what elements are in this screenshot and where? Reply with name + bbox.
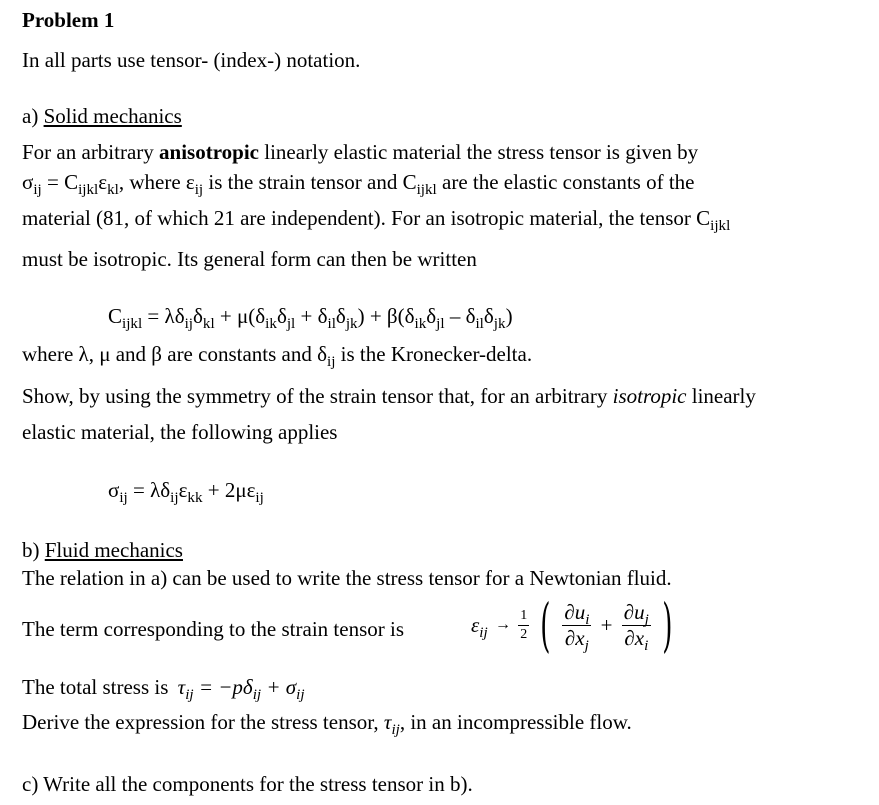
part-b-line-4: Derive the expression for the stress tensor, $\tau_{ij}$, in an incompressible flow. bbox=[22, 710, 632, 738]
part-b-l2-text: The term corresponding to the strain tensor is bbox=[22, 617, 404, 641]
part-c-text: c) Write all the components for the stress tensor in b). bbox=[22, 772, 473, 796]
part-a-line-4: must be isotropic. Its general form can then be written bbox=[22, 247, 477, 271]
part-a-l6-italic: isotropic bbox=[612, 384, 687, 408]
total-stress-equation: $\tau_{ij} = -p\delta_{ij} + \sigma_{ij}$ bbox=[177, 675, 305, 703]
part-a-line-5: where λ, μ and β are constants and $\delta_{ij}$ is the Kronecker-delta. bbox=[22, 342, 533, 370]
part-b-prefix: b) bbox=[22, 538, 40, 562]
equation-sigma-ij: $\sigma_{ij} = \lambda\delta_{ij}\varepsilon_{kk} + 2\mu\varepsilon_{ij}$ bbox=[108, 478, 264, 506]
part-b-line-3 bbox=[22, 675, 305, 703]
part-a-line-2: $\sigma_{ij} = C_{ijkl}\varepsilon_{kl}$, where $\varepsilon_{ij}$ is the strain tensor and $C_{ijkl}$ are the elastic constants of the bbox=[22, 170, 695, 198]
strain-tensor-expression: $\varepsilon_{ij}$ → $\frac{1}{2}$ ( $\frac{\partial u_i}{\partial x_j}$ + $\frac{\partial u_j}{\partial x_i}$ ) bbox=[471, 591, 673, 659]
part-a-l6-post: linearly bbox=[686, 384, 756, 408]
part-b-line-1: The relation in a) can be used to write the stress tensor for a Newtonian fluid. bbox=[22, 566, 672, 590]
part-a-line-7: elastic material, the following applies bbox=[22, 420, 338, 444]
part-b-l3-text: The total stress is bbox=[22, 675, 169, 699]
part-a-l1-post: linearly elastic material the stress tensor is given by bbox=[259, 140, 699, 164]
intro-text: In all parts use tensor- (index-) notation. bbox=[22, 48, 361, 72]
part-a-heading bbox=[22, 106, 182, 127]
part-a-line-1 bbox=[22, 142, 698, 163]
part-a-line-6 bbox=[22, 386, 756, 407]
part-a-l6-pre: Show, by using the symmetry of the strain tensor that, for an arbitrary bbox=[22, 384, 613, 408]
part-b-title: Fluid mechanics bbox=[44, 538, 183, 562]
problem-title: Problem 1 bbox=[22, 8, 115, 32]
part-a-title: Solid mechanics bbox=[43, 104, 182, 128]
part-a-line-3: material (81, of which 21 are independent). For an isotropic material, the tensor $C_{ijkl}$ bbox=[22, 206, 731, 234]
part-b-heading bbox=[22, 540, 183, 561]
part-b-line-2 bbox=[22, 619, 404, 640]
part-a-l1-pre: For an arbitrary bbox=[22, 140, 160, 164]
part-a-prefix: a) bbox=[22, 104, 39, 128]
equation-c-ijkl: $C_{ijkl} = \lambda\delta_{ij}\delta_{kl} + \mu(\delta_{ik}\delta_{jl} + \delta_{il}\delta_{jk}) + \beta(\delta_{ik}\delta_{jl} - \delta_{il}\delta_{jk})$ bbox=[108, 304, 513, 332]
part-a-l1-bold: anisotropic bbox=[159, 140, 260, 164]
